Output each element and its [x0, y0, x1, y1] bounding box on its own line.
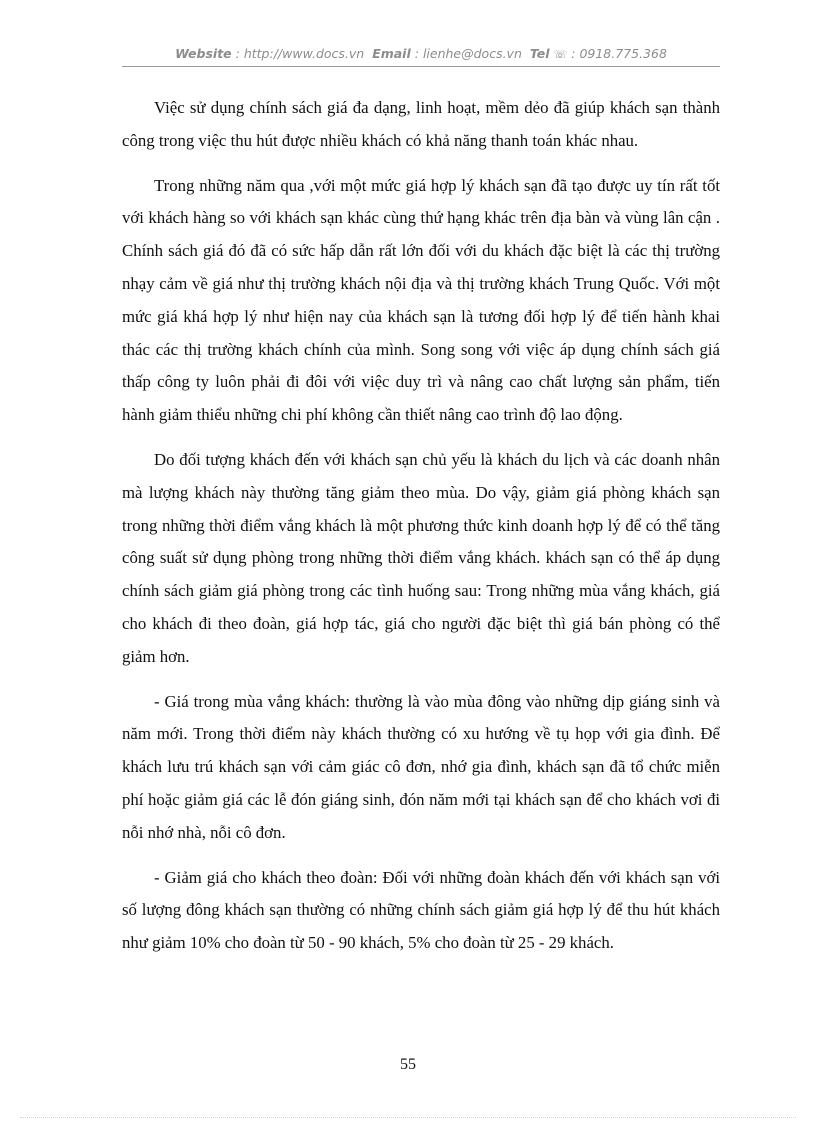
email-label: Email — [372, 46, 411, 61]
email-separator: : — [410, 46, 423, 61]
website-url[interactable]: http://www.docs.vn — [243, 46, 365, 61]
paragraph: Trong những năm qua ,với một mức giá hợp lý khách sạn đã tạo được uy tín rất tốt với khách hàng so với khách sạn khác cùng thứ hạng khác trên địa bàn và vùng lân cận . Chính sách giá đó đã có sức hấp dẫn rất lớn đối với du khách đặc biệt là các thị trường nhạy cảm về giá như thị trường khách nội địa và thị trường khách Trung Quốc. Với một mức giá khá hợp lý như hiện nay của khách sạn là tương đối hợp lý để tiến hành khai thác các thị trường khách chính của mình. Song song với việc áp dụng chính sách giá thấp công ty luôn phải đi đôi với việc duy trì và nâng cao chất lượng sản phẩm, tiến hành giảm thiểu những chi phí không cần thiết nâng cao trình độ lao động. — [122, 175, 720, 425]
website-label: Website — [175, 46, 232, 61]
header-divider — [122, 66, 720, 67]
paragraph: - Giá trong mùa vắng khách: thường là vào mùa đông vào những dịp giáng sinh và năm mới. Trong thời điểm này khách thường có xu hướng về tụ họp với gia đình. Để khách lưu trú khách sạn với cảm giác cô đơn, nhớ gia đình, khách sạn đã tổ chức miễn phí hoặc giảm giá các lễ đón giáng sinh, đón năm mới tại khách sạn để cho khách vơi đi nỗi nhớ nhà, nỗi cô đơn. — [122, 691, 720, 842]
page-header — [122, 46, 720, 61]
document-body — [122, 92, 720, 972]
website-separator: : — [231, 46, 244, 61]
telephone-icon: ☏ — [553, 48, 568, 61]
page-number: 55 — [400, 1056, 416, 1073]
paragraph: Do đối tượng khách đến với khách sạn chủ yếu là khách du lịch và các doanh nhân mà lượng khách này thường tăng giảm theo mùa. Do vậy, giảm giá phòng khách sạn trong những thời điểm vắng khách là một phương thức kinh doanh hợp lý để có thể tăng công suất sử dụng phòng trong những thời điểm vắng khách. khách sạn có thể áp dụng chính sách giảm giá phòng trong các tình huống sau: Trong những mùa vắng khách, giá cho khách đi theo đoàn, giá hợp tác, giá cho người đặc biệt thì giá bán phòng có thể giảm hơn. — [122, 449, 720, 666]
email-address[interactable]: lienhe@docs.vn — [422, 46, 522, 61]
tel-number: 0918.775.368 — [579, 46, 667, 61]
tel-separator: : — [567, 46, 580, 61]
footer-divider — [20, 1117, 796, 1118]
tel-label: Tel — [529, 46, 550, 61]
paragraph: Việc sử dụng chính sách giá đa dạng, linh hoạt, mềm dẻo đã giúp khách sạn thành công trong việc thu hút được nhiều khách có khả năng thanh toán khác nhau. — [122, 98, 720, 150]
paragraph: - Giảm giá cho khách theo đoàn: Đối với những đoàn khách đến với khách sạn với số lượng đông khách sạn thường có những chính sách giảm giá hợp lý để thu hút khách như giảm 10% cho đoàn từ 50 - 90 khách, 5% cho đoàn từ 25 - 29 khách. — [122, 867, 720, 953]
